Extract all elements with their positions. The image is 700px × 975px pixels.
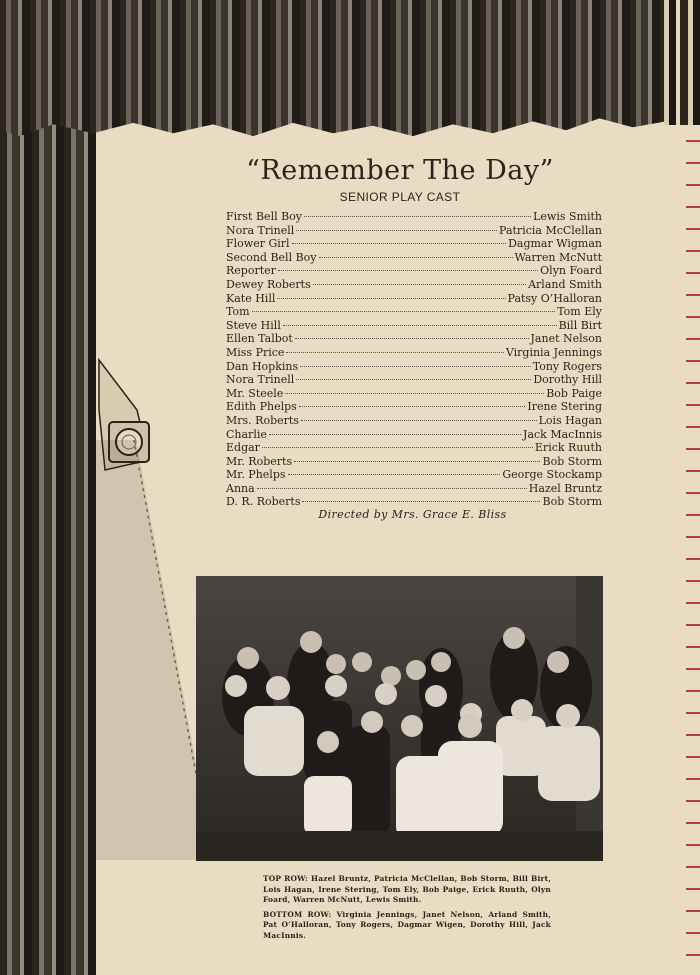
caption-top-row: TOP ROW: Hazel Bruntz, Patricia McClellan, Bob Storm, Bill Birt, Lois Hagan, Irene Stering, Tom Ely, Bob Paige, Erick Ruuth, Olyn Foard, Warren McNutt, Lewis Smith. — [263, 874, 551, 905]
leader-dots — [313, 272, 526, 285]
leader-dots — [262, 435, 533, 448]
cast-actor: Jack MacInnis — [523, 427, 602, 441]
cast-role: Charlie — [226, 427, 267, 441]
photo-caption — [263, 874, 551, 946]
leader-dots — [301, 408, 537, 421]
cast-actor: Bob Storm — [542, 495, 602, 509]
cast-actor: Lewis Smith — [533, 210, 602, 223]
cast-actor: Patricia McClellan — [499, 223, 602, 237]
cast-actor: Patsy O’Halloran — [507, 291, 602, 305]
page-subtitle: SENIOR PLAY CAST — [339, 190, 461, 204]
curtain-top-illustration — [0, 0, 666, 148]
leader-dots — [269, 422, 521, 435]
cast-role: Edith Phelps — [226, 400, 297, 414]
curtain-left-illustration — [0, 0, 96, 975]
leader-dots — [288, 462, 501, 475]
leader-dots — [277, 286, 505, 299]
cast-actor: Irene Stering — [527, 400, 602, 414]
director-credit: Directed by Mrs. Grace E. Bliss — [318, 508, 507, 521]
cast-role: D. R. Roberts — [226, 495, 301, 509]
cast-actor: Dorothy Hill — [533, 373, 602, 387]
cast-actor: Erick Ruuth — [534, 441, 602, 455]
leader-dots — [283, 313, 557, 326]
cast-role: Dewey Roberts — [226, 277, 311, 291]
cast-role: Nora Trinell — [226, 373, 295, 387]
cast-actor: Virginia Jennings — [505, 345, 602, 359]
cast-role: Dan Hopkins — [226, 359, 299, 373]
cast-role: Ellen Talbot — [226, 332, 293, 346]
leader-dots — [286, 340, 503, 353]
caption-bottom-row: BOTTOM ROW: Virginia Jennings, Janet Nelson, Arland Smith, Pat O’Halloran, Tony Rogers, Dagmar Wigen, Dorothy Hill, Jack MacInnis. — [263, 909, 551, 940]
leader-dots — [257, 476, 527, 489]
cast-actor: Bill Birt — [558, 318, 602, 332]
cast-role: Miss Price — [226, 345, 285, 359]
cast-actor: Hazel Bruntz — [528, 481, 602, 495]
cast-actor: George Stockamp — [502, 468, 602, 482]
cast-actor: Janet Nelson — [530, 332, 602, 346]
cast-role: Mr. Roberts — [226, 454, 293, 468]
cast-row — [226, 492, 602, 509]
cast-role: Anna — [226, 481, 255, 495]
cast-actor: Dagmar Wigman — [508, 237, 602, 251]
cast-role: Tom — [226, 305, 250, 319]
cast-role: Reporter — [226, 264, 276, 278]
leader-dots — [299, 394, 526, 407]
cast-actor: Tony Rogers — [532, 359, 602, 373]
cast-role: Mr. Phelps — [226, 468, 286, 482]
leader-dots — [292, 231, 507, 244]
cast-actor: Warren McNutt — [514, 250, 602, 264]
cast-role: Kate Hill — [226, 291, 276, 305]
cast-actor: Bob Storm — [542, 454, 602, 468]
cast-actor: Lois Hagan — [538, 413, 602, 427]
curtain-right-illustration — [664, 0, 700, 125]
leader-dots — [294, 449, 540, 462]
leader-dots — [296, 367, 531, 380]
cast-actor: Tom Ely — [557, 305, 602, 319]
cast-role: Nora Trinell — [226, 223, 295, 237]
leader-dots — [302, 489, 540, 502]
cast-actor: Bob Paige — [546, 386, 602, 400]
cast-role: Mr. Steele — [226, 386, 284, 400]
cast-role: Second Bell Boy — [226, 250, 317, 264]
leader-dots — [285, 381, 544, 394]
leader-dots — [296, 218, 497, 231]
leader-dots — [319, 245, 513, 258]
binding-spine — [686, 130, 700, 975]
cast-actor: Arland Smith — [528, 277, 602, 291]
cast-actor: Olyn Foard — [540, 264, 602, 278]
play-title: “Remember The Day” — [246, 155, 554, 186]
cast-role: Mrs. Roberts — [226, 413, 299, 427]
leader-dots — [304, 204, 531, 217]
cast-role: Flower Girl — [226, 237, 290, 251]
leader-dots — [295, 326, 529, 339]
cast-role: Steve Hill — [226, 318, 281, 332]
cast-role: Edgar — [226, 441, 260, 455]
leader-dots — [300, 354, 531, 367]
leader-dots — [252, 299, 556, 312]
cast-role: First Bell Boy — [226, 210, 303, 223]
leader-dots — [278, 258, 538, 271]
cast-list — [226, 207, 602, 509]
cast-photo — [196, 576, 603, 861]
